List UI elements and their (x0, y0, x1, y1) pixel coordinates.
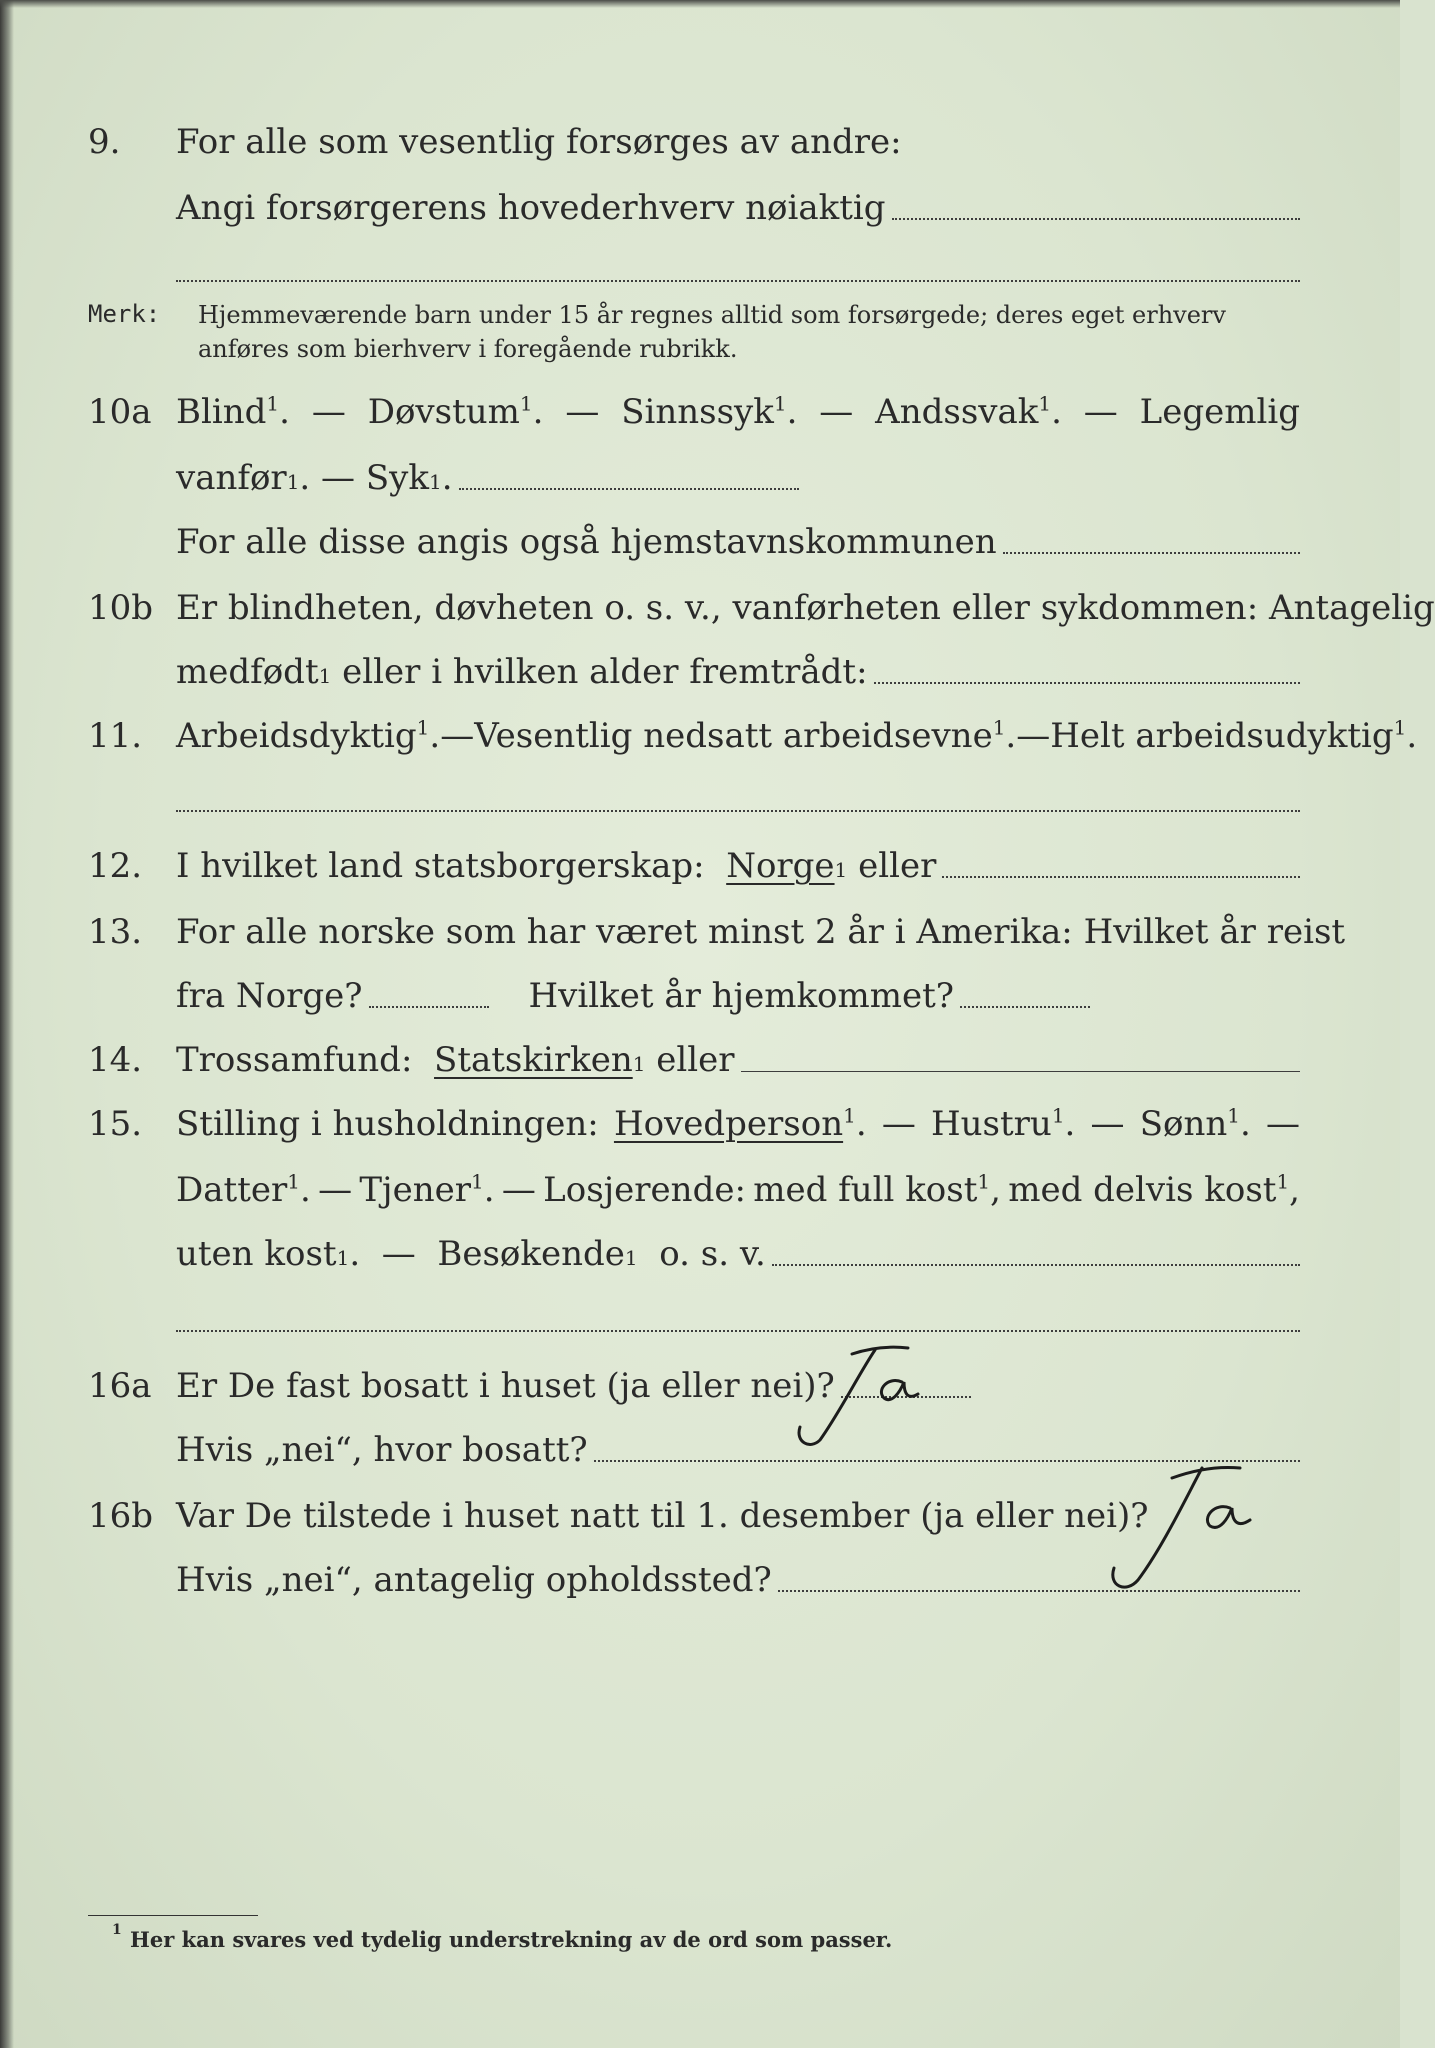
merk-label: Merk: (88, 300, 161, 328)
q15-label: Stilling i husholdningen: (176, 1104, 599, 1144)
q13-text1: For alle norske som har været minst 2 år i Amerika: Hvilket år reist (176, 912, 1346, 952)
q9-text1: For alle som vesentlig forsørges av andre: (176, 122, 902, 162)
option-blind[interactable]: Blind (176, 392, 267, 432)
q13-hjem: Hvilket år hjemkommet? (528, 976, 955, 1016)
option-andssvak[interactable]: Andssvak (875, 392, 1039, 432)
option-besokende[interactable]: Besøkende (437, 1234, 625, 1274)
q10b-answer-line[interactable] (874, 682, 1300, 684)
q10b-text1: Er blindheten, døvheten o. s. v., vanførheten eller sykdommen: Antagelig (176, 588, 1435, 628)
q16a-text1: Er De fast bosatt i huset (ja eller nei)? (176, 1366, 835, 1406)
q15-extra-answer-line[interactable] (176, 1330, 1300, 1332)
q11-number: 11. (88, 716, 143, 756)
q9-answer-line[interactable] (892, 218, 1300, 220)
q9-extra-answer-line[interactable] (176, 280, 1300, 282)
q14-label: Trossamfund: (176, 1040, 413, 1080)
q16a-text2: Hvis „nei“, hvor bosatt? (176, 1430, 588, 1470)
q16b-opholdssted-answer[interactable] (778, 1590, 1300, 1592)
q16b-number: 16b (88, 1496, 154, 1536)
option-statskirken[interactable]: Statskirken (434, 1040, 633, 1080)
option-hovedperson[interactable]: Hovedperson (613, 1104, 844, 1144)
hjemstavn-answer-line[interactable] (1003, 552, 1300, 554)
option-hustru[interactable]: Hustru (931, 1104, 1052, 1144)
option-nedsatt[interactable]: Vesentlig nedsatt arbeidsevne (474, 716, 993, 756)
q12-number: 12. (88, 846, 143, 886)
q15-answer-line[interactable] (772, 1264, 1300, 1266)
q15-losjerende: Losjerende: (543, 1170, 746, 1210)
q12-answer-line[interactable] (942, 876, 1300, 878)
q15-osv: o. s. v. (659, 1234, 766, 1274)
q9-text2: Angi forsørgerens hovederhverv nøiaktig (176, 188, 886, 228)
q10a-answer-line[interactable] (459, 488, 799, 490)
q13-fra-answer[interactable] (369, 1006, 489, 1008)
q13-fra: fra Norge? (176, 976, 363, 1016)
q9-number: 9. (88, 122, 121, 162)
option-tjener[interactable]: Tjener (359, 1170, 471, 1210)
q10b-number: 10b (88, 588, 154, 628)
q11-answer-line[interactable] (176, 810, 1300, 812)
q14-eller: eller (656, 1040, 735, 1080)
q10a-text3: For alle disse angis også hjemstavnskommunen (176, 522, 997, 562)
option-arbeidsdyktig[interactable]: Arbeidsdyktig (176, 716, 417, 756)
q12-label: I hvilket land statsborgerskap: (176, 846, 705, 886)
q14-answer-line[interactable] (741, 1071, 1300, 1072)
q15-number: 15. (88, 1104, 143, 1144)
q16b-text1: Var De tilstede i huset natt til 1. desember (ja eller nei)? (176, 1496, 1149, 1536)
footnote-mark: 1 (112, 1922, 122, 1938)
q10a-number: 10a (88, 392, 152, 432)
q10b-text2: eller i hvilken alder fremtrådt: (342, 652, 868, 692)
option-sonn[interactable]: Sønn (1139, 1104, 1228, 1144)
option-delvis-kost[interactable]: med delvis kost (1008, 1170, 1277, 1210)
page-edge-shadow (0, 0, 14, 2048)
q16a-number: 16a (88, 1366, 152, 1406)
option-datter[interactable]: Datter (176, 1170, 288, 1210)
option-uten-kost[interactable]: uten kost (176, 1234, 337, 1274)
q13-hjem-answer[interactable] (960, 1006, 1090, 1008)
option-sinnssyk[interactable]: Sinnssyk (621, 392, 774, 432)
footnote-rule (88, 1915, 258, 1916)
option-udyktig[interactable]: Helt arbeidsudyktig (1050, 716, 1394, 756)
q16b-text2: Hvis „nei“, antagelig opholdssted? (176, 1560, 772, 1600)
option-dovstum[interactable]: Døvstum (367, 392, 520, 432)
merk-note: Hjemmeværende barn under 15 år regnes alltid som forsørgede; deres eget erhverv anføres som bierhverv i foregående rubrikk. (198, 301, 1226, 363)
q12-eller: eller (858, 846, 937, 886)
footnote-text: Her kan svares ved tydelig understrekning av de ord som passer. (130, 1927, 893, 1952)
option-syk[interactable]: Syk (365, 458, 429, 498)
option-medfodt[interactable]: medfødt (176, 652, 319, 692)
page-top-shadow (0, 0, 1400, 8)
option-legemlig[interactable]: Legemlig (1139, 392, 1300, 432)
option-norge[interactable]: Norge (726, 846, 835, 886)
option-vanfor[interactable]: vanfør (176, 458, 287, 498)
option-full-kost[interactable]: med full kost (753, 1170, 978, 1210)
q14-number: 14. (88, 1040, 143, 1080)
q13-number: 13. (88, 912, 143, 952)
